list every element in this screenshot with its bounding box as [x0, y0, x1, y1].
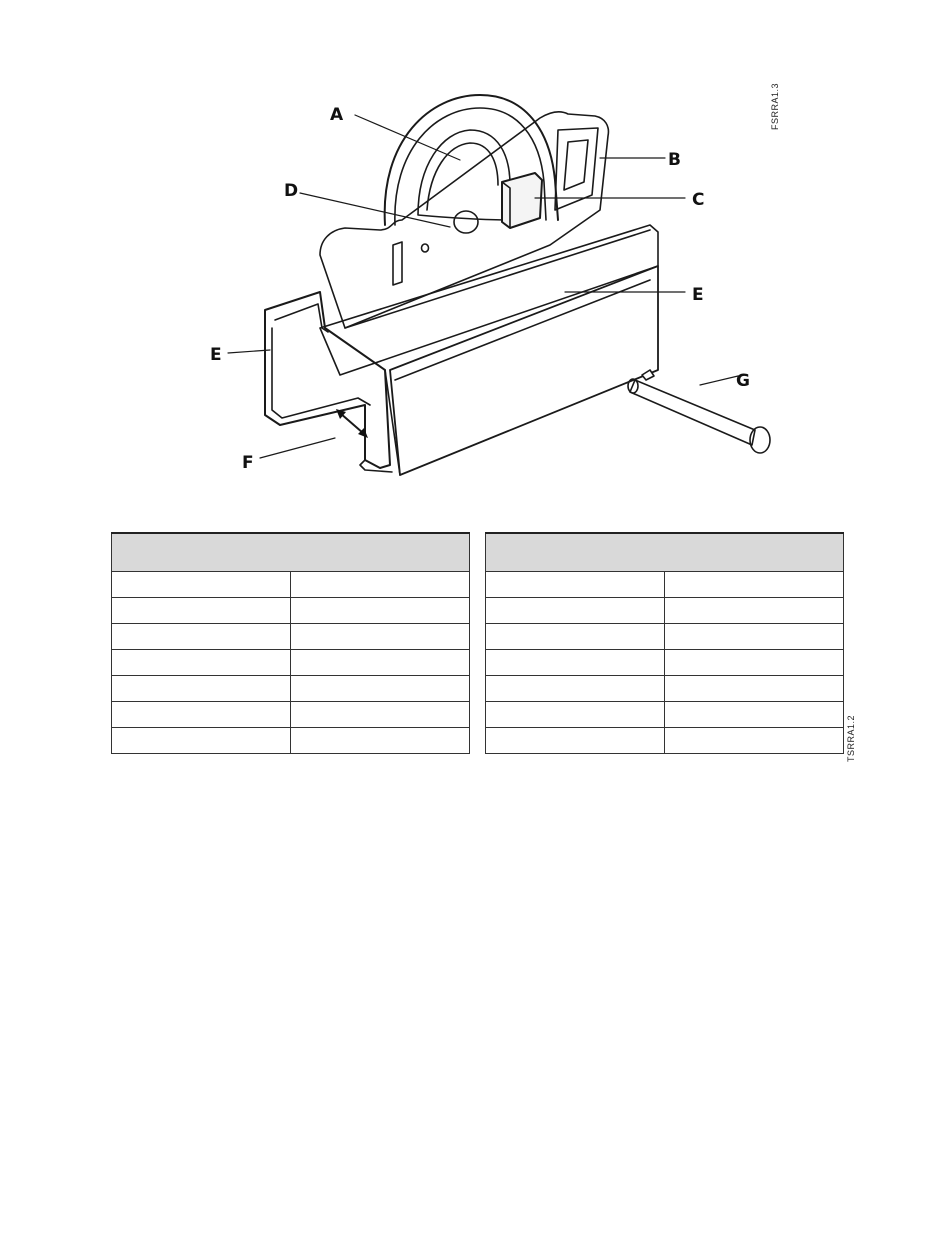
pin-hole-d: [454, 211, 478, 233]
item-description: [291, 728, 470, 754]
table-row: [486, 676, 844, 702]
table-row: [112, 624, 470, 650]
item-letter: [486, 572, 665, 598]
item-letter: [112, 728, 291, 754]
table-row: [112, 676, 470, 702]
item-letter: [486, 624, 665, 650]
item-description: [291, 676, 470, 702]
item-description: [665, 728, 844, 754]
item-letter: [112, 624, 291, 650]
table-row: [112, 598, 470, 624]
item-letter: [112, 702, 291, 728]
parts-table-right: [485, 532, 844, 754]
item-description: [665, 702, 844, 728]
table-row: [486, 598, 844, 624]
table-row: [486, 624, 844, 650]
item-description: [291, 624, 470, 650]
callout-d: D: [284, 181, 299, 201]
item-description: [291, 702, 470, 728]
item-letter: [486, 702, 665, 728]
item-description: [665, 624, 844, 650]
table-row: [486, 702, 844, 728]
callout-e-left: E: [210, 345, 222, 365]
table-row: [486, 650, 844, 676]
item-letter: [112, 598, 291, 624]
table-header: [486, 533, 844, 572]
item-letter: [486, 650, 665, 676]
item-description: [291, 650, 470, 676]
bracket-illustration: [180, 70, 820, 500]
table-row: [486, 728, 844, 754]
callout-g: G: [736, 371, 750, 391]
item-description: [665, 676, 844, 702]
callout-f: F: [242, 453, 254, 473]
parts-diagram: [180, 70, 820, 500]
callout-e-right: E: [692, 285, 704, 305]
item-letter: [486, 598, 665, 624]
tube-top: [320, 225, 658, 375]
item-letter: [486, 728, 665, 754]
parts-table-left: [111, 532, 470, 754]
item-description: [665, 598, 844, 624]
item-description: [291, 598, 470, 624]
item-letter: [112, 650, 291, 676]
callout-a: A: [330, 105, 344, 125]
item-description: [665, 572, 844, 598]
table-row: [112, 728, 470, 754]
callout-b: B: [668, 150, 681, 170]
block-c: [502, 173, 542, 228]
tube-right-face: [390, 266, 658, 475]
item-letter: [486, 676, 665, 702]
tube-opening: [265, 292, 390, 468]
table-row: [112, 702, 470, 728]
item-letter: [112, 572, 291, 598]
table-header: [112, 533, 470, 572]
callout-c: C: [692, 190, 705, 210]
table-row: [112, 650, 470, 676]
figure-code: FSRRA1.3: [770, 82, 780, 130]
table-row: [486, 572, 844, 598]
item-description: [291, 572, 470, 598]
item-letter: [112, 676, 291, 702]
table-code: TSRRA1.2: [846, 714, 856, 762]
table-row: [112, 572, 470, 598]
item-description: [665, 650, 844, 676]
